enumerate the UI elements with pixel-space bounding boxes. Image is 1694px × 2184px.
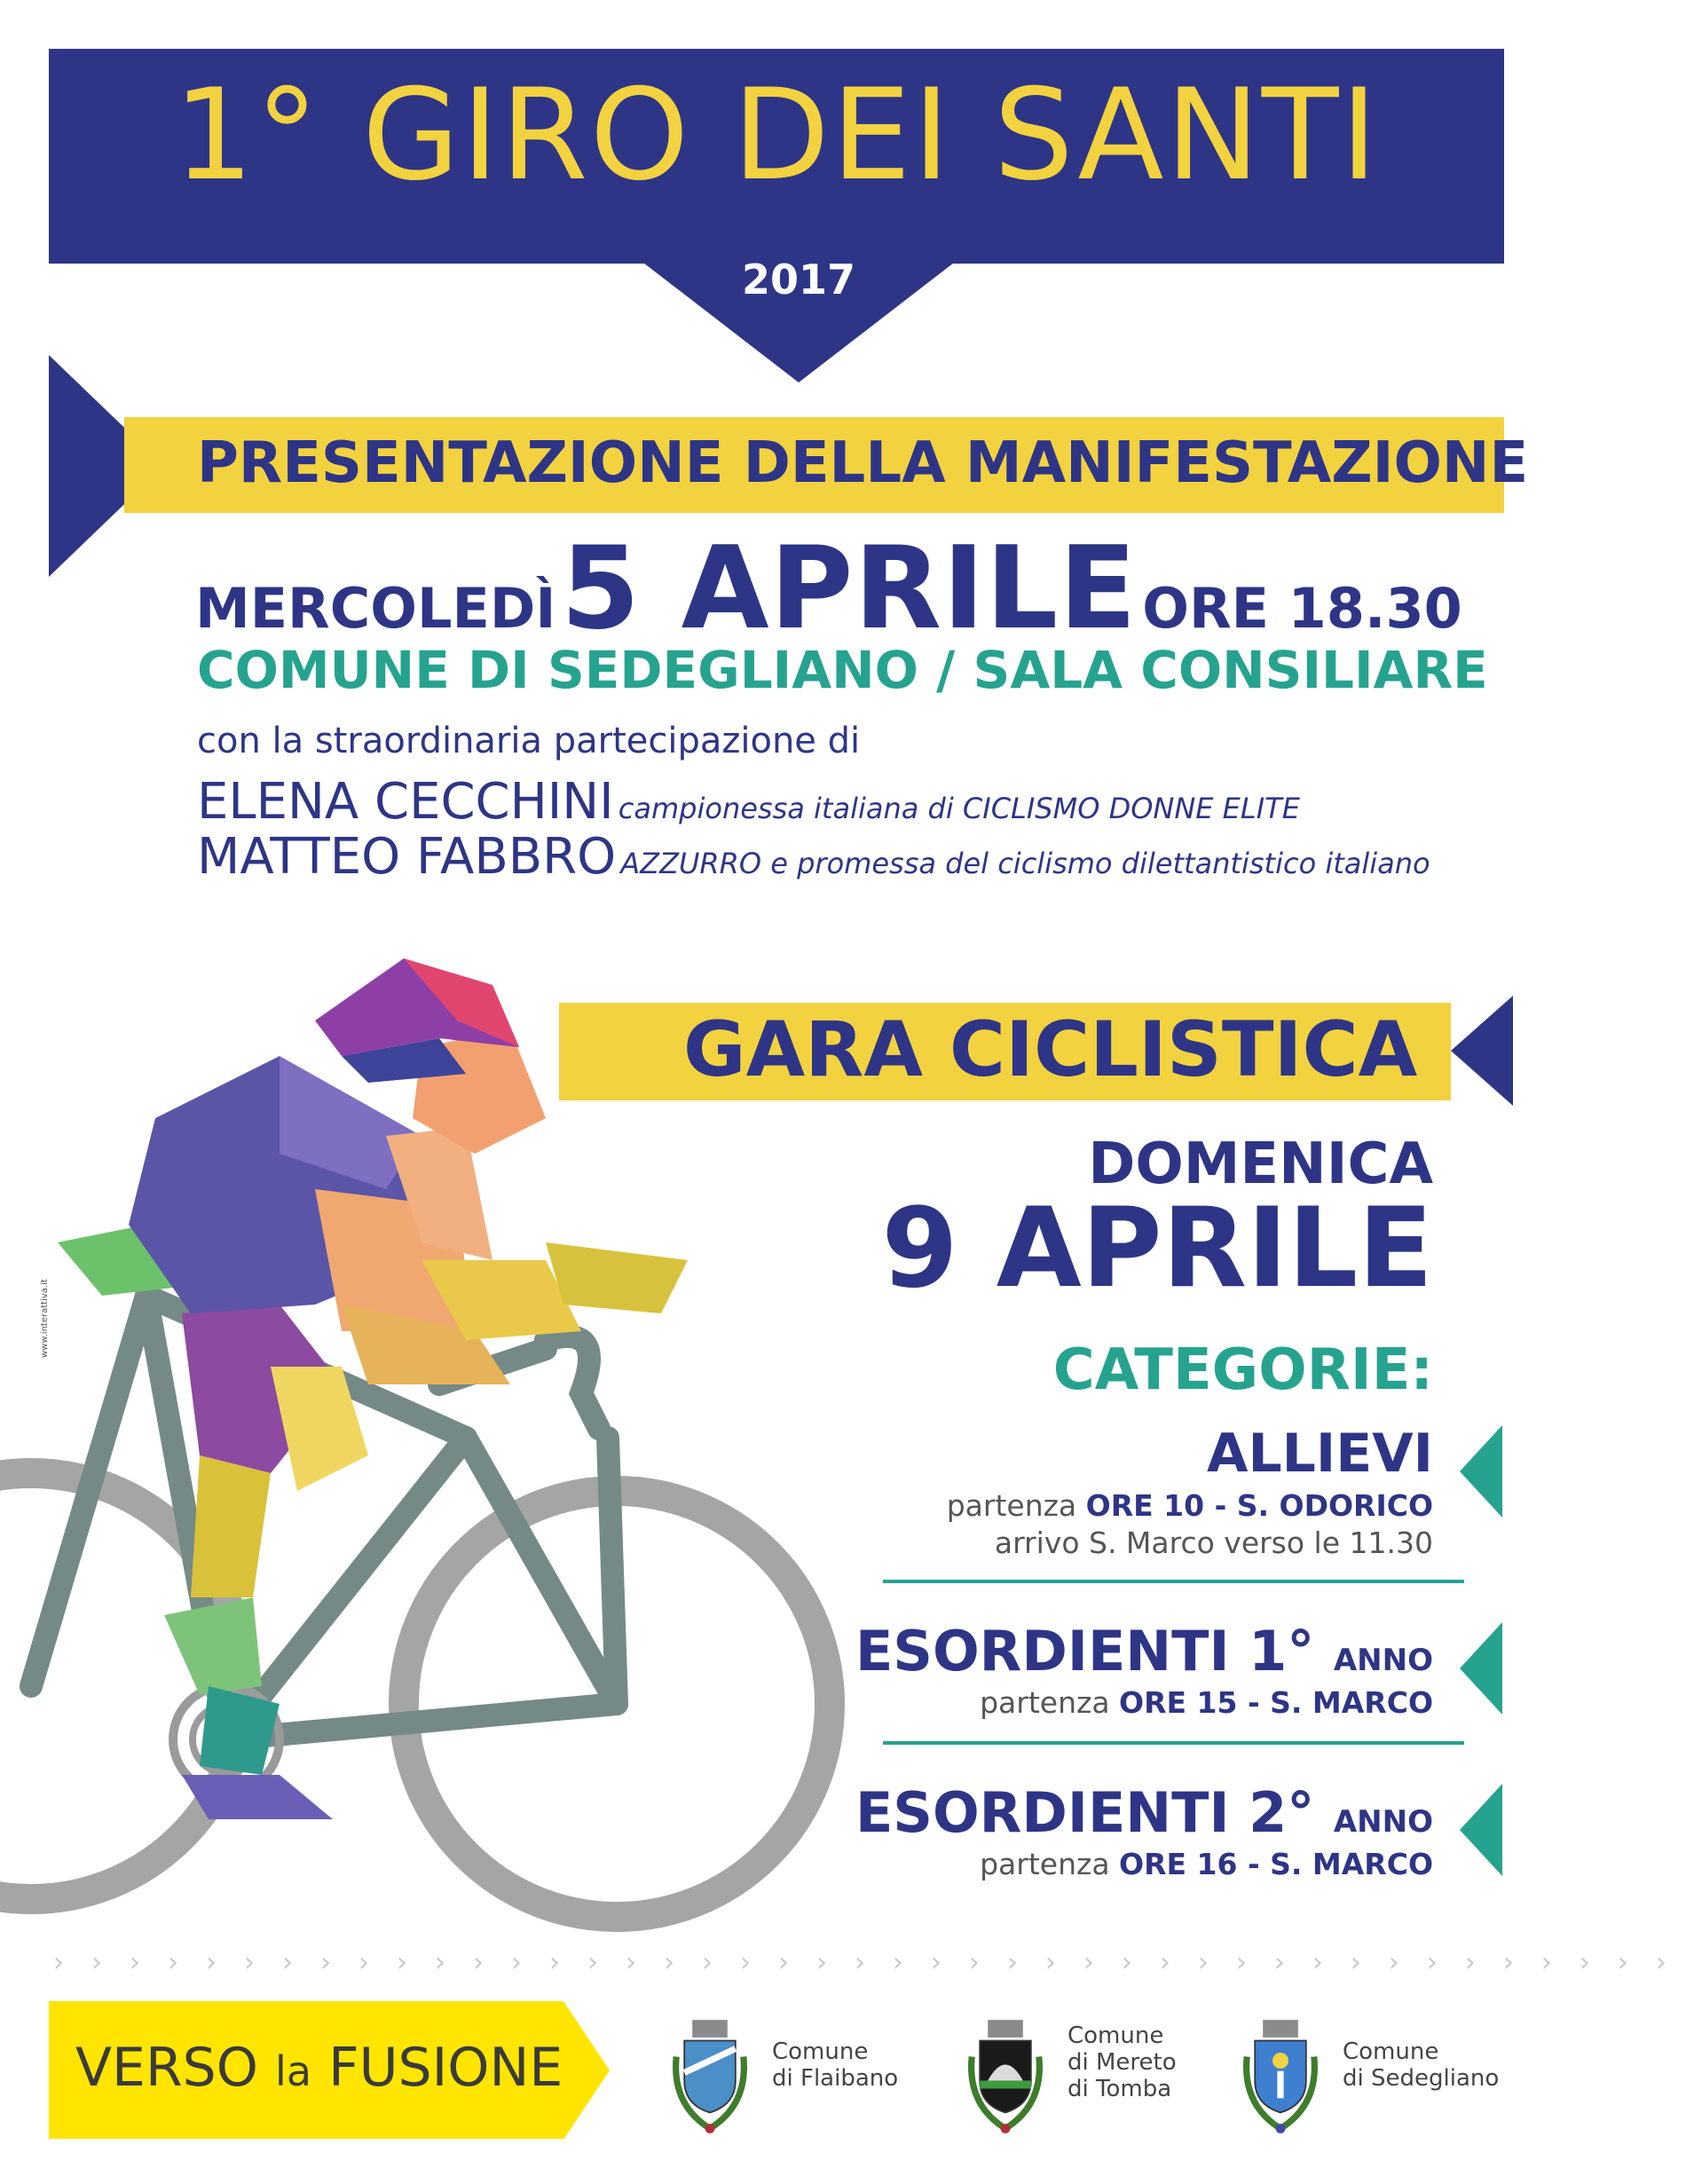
fusion-slogan	[75, 2037, 563, 2099]
category-3-start	[980, 1849, 1433, 1879]
category-1-start	[946, 1488, 1433, 1523]
category-1-name	[1207, 1423, 1433, 1485]
race-arrow	[1451, 996, 1513, 1106]
event-title: 1° GIRO DEI SANTI	[173, 62, 1380, 209]
category-3-title: ESORDIENTI 2°	[855, 1780, 1315, 1845]
presentation-date: 5 APRILE	[560, 523, 1138, 655]
guest-1	[197, 773, 1300, 831]
category-1-title: ALLIEVI	[1207, 1423, 1433, 1485]
category-2-start-value: ORE 15 - S. MARCO	[1119, 1685, 1433, 1720]
sedegliano-crest-icon	[1241, 2010, 1320, 2143]
category-2-start-prefix: partenza	[980, 1685, 1110, 1720]
fusion-slogan-part2: la	[275, 2047, 312, 2095]
category-1-arrival: arrivo S. Marco verso le 11.30	[994, 1526, 1433, 1560]
presentation-day: MERCOLEDÌ	[195, 576, 556, 641]
category-divider	[883, 1580, 1464, 1583]
mereto-crest-icon	[965, 2010, 1045, 2143]
category-1-marker	[1460, 1425, 1502, 1518]
flaibano-crest-icon	[670, 2010, 750, 2143]
presentation-intro: con la straordinaria partecipazione di	[197, 721, 861, 761]
category-3-name	[855, 1780, 1433, 1845]
category-2-start	[980, 1685, 1433, 1720]
presentation-time: ORE 18.30	[1142, 576, 1462, 641]
comune-mereto-line3: di Tomba	[1068, 2075, 1172, 2102]
comune-flaibano-line1: Comune	[772, 2038, 869, 2065]
race-heading: GARA CICLISTICA	[683, 1005, 1418, 1094]
fusion-arrow	[563, 2001, 610, 2140]
presentation-heading: PRESENTAZIONE DELLA MANIFESTAZIONE	[197, 430, 1529, 496]
presentation-venue: COMUNE DI SEDEGLIANO / SALA CONSILIARE	[197, 640, 1488, 700]
category-3-marker	[1460, 1784, 1502, 1876]
category-1-start-value: ORE 10 - S. ODORICO	[1085, 1488, 1433, 1523]
category-2-suffix: ANNO	[1333, 1643, 1433, 1678]
comune-sedegliano-line1: Comune	[1343, 2038, 1439, 2065]
guest-1-role: campionessa italiana di CICLISMO DONNE ELITE	[618, 792, 1300, 825]
fusion-slogan-part1: VERSO	[75, 2037, 258, 2099]
comune-sedegliano	[1343, 2039, 1499, 2093]
guest-2	[197, 828, 1430, 886]
comune-mereto-line1: Comune	[1068, 2022, 1164, 2049]
comune-mereto	[1068, 2023, 1177, 2103]
category-1-start-prefix: partenza	[946, 1488, 1077, 1523]
guest-2-name: MATTEO FABBRO	[197, 828, 617, 886]
comune-mereto-line2: di Mereto	[1068, 2048, 1177, 2076]
dots-divider: ›››››››››››››››››››››››››››››››››››››››››››	[53, 1947, 1694, 1978]
category-2-marker	[1460, 1622, 1502, 1715]
race-date: 9 APRILE	[881, 1185, 1433, 1313]
guest-1-name: ELENA CECCHINI	[197, 773, 614, 831]
presentation-date-line	[195, 523, 1462, 655]
category-divider	[883, 1741, 1464, 1745]
comune-sedegliano-line2: di Sedegliano	[1343, 2064, 1500, 2092]
category-2-name	[855, 1619, 1433, 1683]
category-3-suffix: ANNO	[1333, 1804, 1433, 1840]
category-3-start-prefix: partenza	[980, 1847, 1110, 1881]
comune-flaibano	[772, 2039, 898, 2093]
comune-flaibano-line2: di Flaibano	[772, 2064, 899, 2092]
category-3-start-value: ORE 16 - S. MARCO	[1119, 1847, 1433, 1881]
guest-2-role: AZZURRO e promessa del ciclismo dilettantistico italiano	[620, 847, 1430, 880]
event-year: 2017	[741, 256, 856, 304]
race-day: DOMENICA	[1088, 1131, 1433, 1197]
categories-label: CATEGORIE:	[1052, 1337, 1433, 1403]
credit-text: www.interattiva.it	[40, 1279, 50, 1358]
category-2-title: ESORDIENTI 1°	[855, 1619, 1315, 1683]
fusion-slogan-part3: FUSIONE	[328, 2037, 563, 2099]
